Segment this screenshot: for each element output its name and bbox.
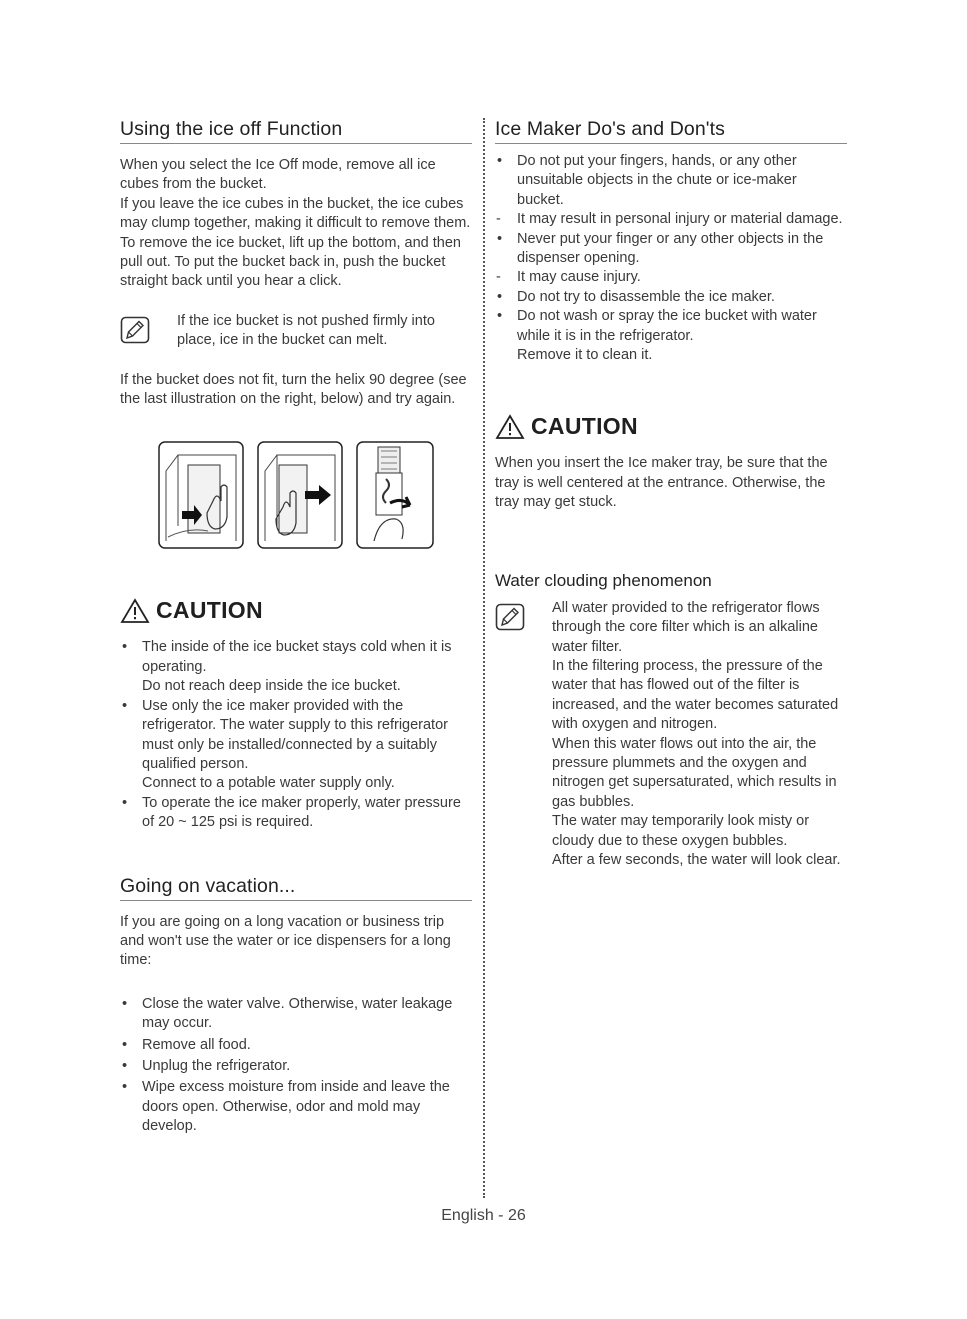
clouding-para: All water provided to the refrigerator flows through the core filter which is an alkaline water filter. [552,599,820,655]
vacation-title: Going on vacation... [120,875,472,901]
vacation-list [120,995,472,1137]
ice-off-title: Using the ice off Function [120,118,472,144]
vacation-intro: If you are going on a long vacation or business trip and won't use the water or ice dispensers for a long time: [120,913,451,969]
ice-off-note [120,312,472,351]
list-item: • Do not wash or spray the ice bucket with water while it is in the refrigerator. Remove it to clean it. [497,308,817,364]
caution-heading-right [495,413,847,440]
illustration-push-in [257,441,343,549]
list-item: - It may cause injury. [496,269,641,286]
note-icon [120,316,150,344]
clouding-text [552,599,844,871]
clouding-para: In the filtering process, the pressure of the water that has flowed out of the filter is increased, and the water becomes saturated with oxygen and nitrogen. [552,657,839,733]
dos-donts-title: Ice Maker Do's and Don'ts [495,118,847,144]
list-item: • Use only the ice maker provided with the refrigerator. The water supply to this refrigerator must only be installed/connected by a suitably qualified person. Connect to a potable water supply only. [122,697,448,792]
list-item: • To operate the ice maker properly, water pressure of 20 ~ 125 psi is required. [122,794,461,831]
list-item: • Close the water valve. Otherwise, water leakage may occur. [122,995,453,1032]
page-number: English - 26 [441,1207,526,1224]
caution-heading-left [120,597,472,624]
warning-triangle-icon [120,598,150,624]
note-icon [495,603,525,631]
caution-list-left [120,638,472,832]
column-divider [483,118,485,1198]
ice-bucket-illustrations [158,441,472,549]
list-item: - It may result in personal injury or material damage. [496,211,843,228]
ice-off-para-3: To remove the ice bucket, lift up the bottom, and then pull out. To put the bucket back in, push the bucket straight back until you hear a click. [120,234,461,290]
list-item: • The inside of the ice bucket stays cold when it is operating. Do not reach deep inside the ice bucket. [122,639,452,695]
caution-title-left: CAUTION [156,597,263,624]
illustration-lift-out [158,441,244,549]
list-item: • Wipe excess moisture from inside and leave the doors open. Otherwise, odor and mold may develop. [122,1079,450,1135]
ice-off-note-text: If the ice bucket is not pushed firmly into place, ice in the bucket can melt. [177,312,435,349]
list-item: • Never put your finger or any other objects in the dispenser opening. [497,230,824,267]
clouding-para: When this water flows out into the air, the pressure plummets and the oxygen and nitrogen get supersaturated, which results in gas bubbles. [552,735,837,810]
illustration-turn-helix [356,441,434,549]
dos-donts-list [495,152,847,365]
left-column [120,118,472,1137]
list-item: • Do not put your fingers, hands, or any other unsuitable objects in the chute or ice-maker bucket. [497,153,797,208]
clouding-note [495,599,847,871]
ice-off-para-2: If you leave the ice cubes in the bucket, the ice cubes may clump together, making it difficult to remove them. [120,195,471,232]
helix-text: If the bucket does not fit, turn the helix 90 degree (see the last illustration on the right, below) and try again. [120,371,467,408]
list-item: • Remove all food. [122,1036,251,1053]
clouding-para: After a few seconds, the water will look clear. [552,851,841,868]
clouding-title: Water clouding phenomenon [495,570,712,590]
caution-text-right: When you insert the Ice maker tray, be sure that the tray is well centered at the entrance. Otherwise, the tray may get stuck. [495,455,828,511]
warning-triangle-icon [495,414,525,440]
list-item: • Do not try to disassemble the ice maker. [497,288,775,305]
right-column [495,118,847,870]
ice-off-para-1: When you select the Ice Off mode, remove all ice cubes from the bucket. [120,157,436,193]
caution-title-right: CAUTION [531,413,638,440]
list-item: • Unplug the refrigerator. [122,1057,291,1074]
clouding-para: The water may temporarily look misty or cloudy due to these oxygen bubbles. [552,813,810,849]
